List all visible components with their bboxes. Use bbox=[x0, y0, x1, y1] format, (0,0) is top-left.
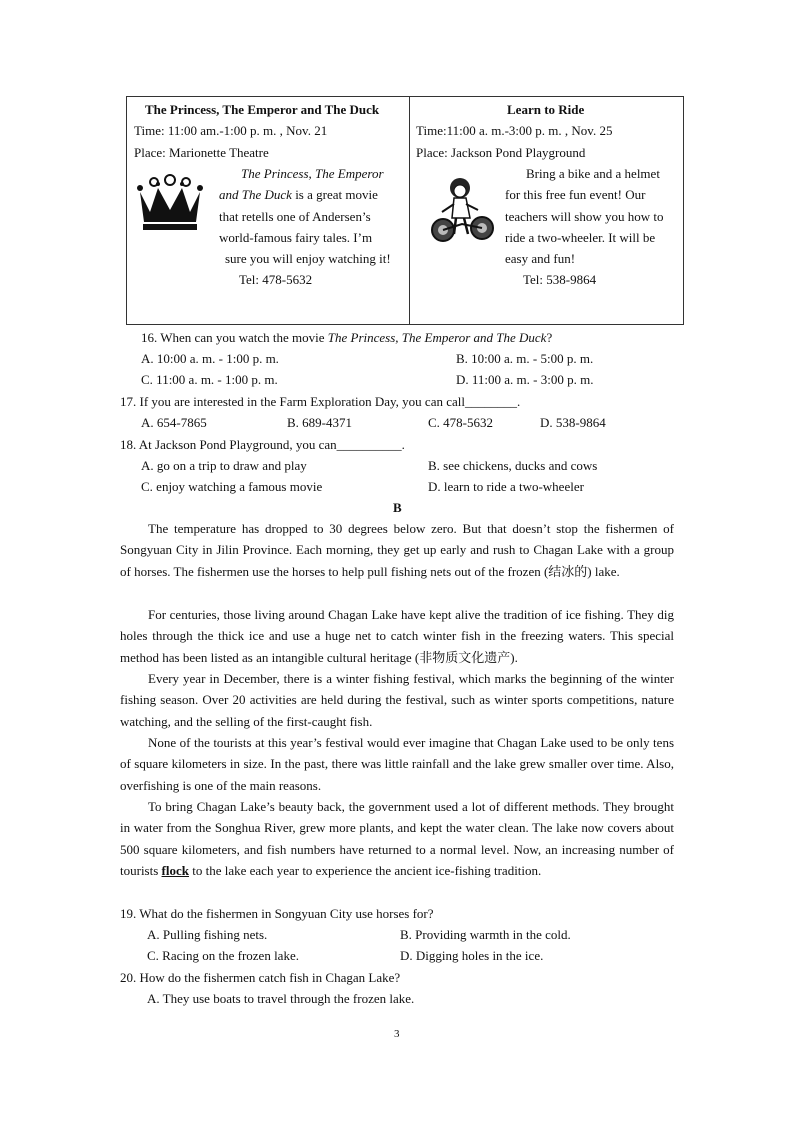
ad-right-desc-4: ride a two-wheeler. It will be bbox=[505, 230, 656, 245]
ad-left-desc-1: The Princess, The Emperor bbox=[241, 166, 384, 181]
q16-option-b: B. 10:00 a. m. - 5:00 p. m. bbox=[456, 351, 594, 366]
q19-option-c: C. Racing on the frozen lake. bbox=[147, 948, 299, 963]
ad-right-desc-1: Bring a bike and a helmet bbox=[526, 166, 660, 181]
page-number: 3 bbox=[394, 1028, 400, 1040]
flock-word: flock bbox=[161, 863, 189, 879]
q18-option-b: B. see chickens, ducks and cows bbox=[428, 458, 598, 473]
ad-left-desc-5: sure you will enjoy watching it! bbox=[225, 251, 391, 266]
passage-paragraph-3: Every year in December, there is a winter fishing festival, which marks the beginning of the winter fishing season. Over 20 activities are held during the festival, such as winter sports competitions, nature watching, and the selling of the first-caught fish. bbox=[120, 671, 674, 729]
q17-stem: 17. If you are interested in the Farm Exploration Day, you can call________. bbox=[120, 394, 521, 409]
crown-icon bbox=[134, 168, 206, 232]
q20-option-a: A. They use boats to travel through the frozen lake. bbox=[147, 991, 415, 1006]
q16-stem: 16. When can you watch the movie The Princess, The Emperor and The Duck? bbox=[141, 330, 553, 345]
q19-option-d: D. Digging holes in the ice. bbox=[400, 948, 544, 963]
q16-option-c: C. 11:00 a. m. - 1:00 p. m. bbox=[141, 372, 278, 387]
ad-left-title: The Princess, The Emperor and The Duck bbox=[145, 102, 380, 117]
q18-option-c: C. enjoy watching a famous movie bbox=[141, 479, 323, 494]
q17-option-b: B. 689-4371 bbox=[287, 415, 352, 430]
ad-left-tel: Tel: 478-5632 bbox=[239, 272, 313, 287]
q19-option-a: A. Pulling fishing nets. bbox=[147, 927, 268, 942]
ad-right-desc-2: for this free fun event! Our bbox=[505, 187, 646, 202]
passage-paragraph-4: None of the tourists at this year’s festival would ever imagine that Chagan Lake used to be only tens of square kilometers in size. In the past, there was little rainfall and the lake grew smaller over time. Also, overfishing is one of the main reasons. bbox=[120, 735, 674, 793]
q16-option-a: A. 10:00 a. m. - 1:00 p. m. bbox=[141, 351, 279, 366]
q17-option-c: C. 478-5632 bbox=[428, 415, 493, 430]
q20-stem: 20. How do the fishermen catch fish in Chagan Lake? bbox=[120, 970, 401, 985]
passage-paragraph-5: To bring Chagan Lake’s beauty back, the government used a lot of different methods. They brought in water from the Songhua River, grew more plants, and kept the water clean. The lake now covers about 500 square kilometers, and fish numbers have returned to a normal level. Now, an increasing number of tourists flock to the lake each year to experience the ancient ice-fishing tradition. bbox=[120, 799, 674, 879]
ad-right-desc-3: teachers will show you how to bbox=[505, 209, 664, 224]
ad-right-tel: Tel: 538-9864 bbox=[523, 272, 597, 287]
q16-option-d: D. 11:00 a. m. - 3:00 p. m. bbox=[456, 372, 594, 387]
ad-right-place: Place: Jackson Pond Playground bbox=[416, 145, 586, 160]
kid-on-bike-icon bbox=[430, 176, 494, 246]
q19-stem: 19. What do the fishermen in Songyuan City use horses for? bbox=[120, 906, 434, 921]
ad-left-time: Time: 11:00 am.-1:00 p. m. , Nov. 21 bbox=[134, 123, 328, 138]
passage-paragraph-1: The temperature has dropped to 30 degrees below zero. But that doesn’t stop the fishermen of Songyuan City in Jilin Province. Each morning, they get up early and rush to Chagan Lake with a group of horses. The fishermen use the horses to help pull fishing nets out of the frozen (结冰的) lake. bbox=[120, 521, 674, 579]
ad-left-desc-3: that retells one of Andersen’s bbox=[219, 209, 371, 224]
q19-option-b: B. Providing warmth in the cold. bbox=[400, 927, 571, 942]
ad-right-desc-5: easy and fun! bbox=[505, 251, 576, 266]
ad-right-time: Time:11:00 a. m.-3:00 p. m. , Nov. 25 bbox=[416, 123, 613, 138]
ad-left-desc-4: world-famous fairy tales. I’m bbox=[219, 230, 373, 245]
q18-option-d: D. learn to ride a two-wheeler bbox=[428, 479, 584, 494]
passage-paragraph-2: For centuries, those living around Chagan Lake have kept alive the tradition of ice fishing. They dig holes through the thick ice and use a huge net to catch winter fish in the freezing waters. This special method has been listed as an intangible cultural heritage (非物质文化遗产). bbox=[120, 607, 674, 665]
q17-option-d: D. 538-9864 bbox=[540, 415, 606, 430]
q17-option-a: A. 654-7865 bbox=[141, 415, 207, 430]
ad-left-place: Place: Marionette Theatre bbox=[134, 145, 269, 160]
section-b-label: B bbox=[393, 500, 402, 515]
ad-divider bbox=[409, 97, 410, 324]
ad-left-desc-2: and The Duck is a great movie bbox=[219, 187, 378, 202]
q18-option-a: A. go on a trip to draw and play bbox=[141, 458, 307, 473]
q18-stem: 18. At Jackson Pond Playground, you can__________. bbox=[120, 437, 405, 452]
ad-right-title: Learn to Ride bbox=[507, 102, 585, 117]
